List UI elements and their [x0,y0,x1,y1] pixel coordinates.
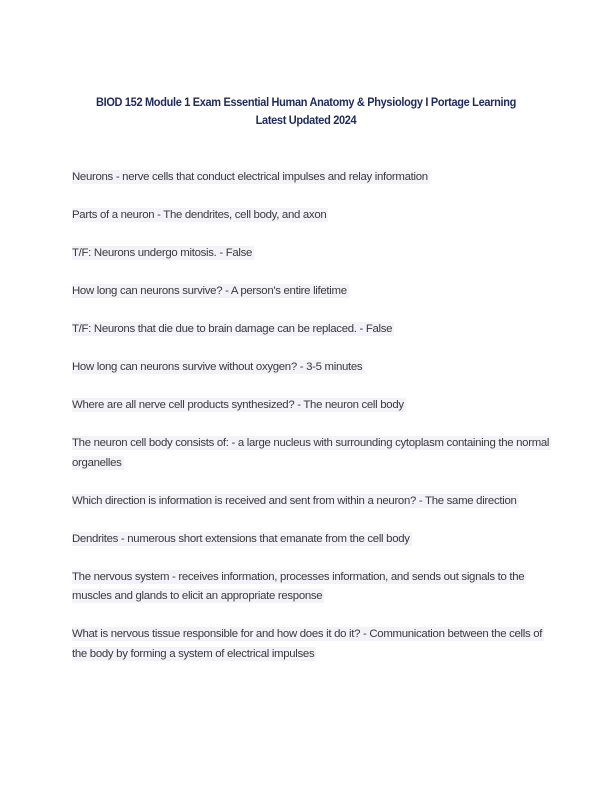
flashcard-item [72,206,550,226]
flashcard-item [72,282,550,302]
flashcard-item [72,530,550,550]
document-title [67,93,546,129]
flashcard-text: How long can neurons survive without oxygen? - 3-5 minutes [72,361,363,373]
flashcard-text: The neuron cell body consists of: - a large nucleus with surrounding cytoplasm containing the normal organelles [72,437,550,469]
flashcard-text: What is nervous tissue responsible for and how does it do it? - Communication between the cells of the body by forming a system of electrical impulses [72,628,543,660]
flashcard-text: Which direction is information is received and sent from within a neuron? - The same direction [72,494,517,507]
flashcard-text: Parts of a neuron - The dendrites, cell body, and axon [72,209,327,221]
flashcard-text: T/F: Neurons that die due to brain damage can be replaced. - False [72,323,393,335]
flashcard-text: T/F: Neurons undergo mitosis. - False [72,247,253,259]
flashcard-list [72,168,550,683]
flashcard-text: Neurons - nerve cells that conduct electrical impulses and relay information [72,171,428,183]
flashcard-item [72,434,550,473]
document-title-line-1: BIOD 152 Module 1 Exam Essential Human Anatomy & Physiology I Portage Learning [96,95,516,109]
flashcard-item [72,396,550,416]
flashcard-text: How long can neurons survive? - A person's entire lifetime [72,285,347,297]
flashcard-item [72,244,550,264]
flashcard-item [72,168,550,188]
flashcard-item [72,358,550,378]
flashcard-item [72,568,550,607]
flashcard-text: The nervous system - receives information, processes information, and sends out signals to the muscles and glands to elicit an appropriate response [72,570,525,602]
flashcard-text: Where are all nerve cell products synthesized? - The neuron cell body [72,399,404,411]
flashcard-item [72,625,550,664]
document-title-line-2: Latest Updated 2024 [255,113,357,127]
flashcard-item [72,492,550,512]
flashcard-text: Dendrites - numerous short extensions that emanate from the cell body [72,532,410,545]
flashcard-item [72,320,550,340]
